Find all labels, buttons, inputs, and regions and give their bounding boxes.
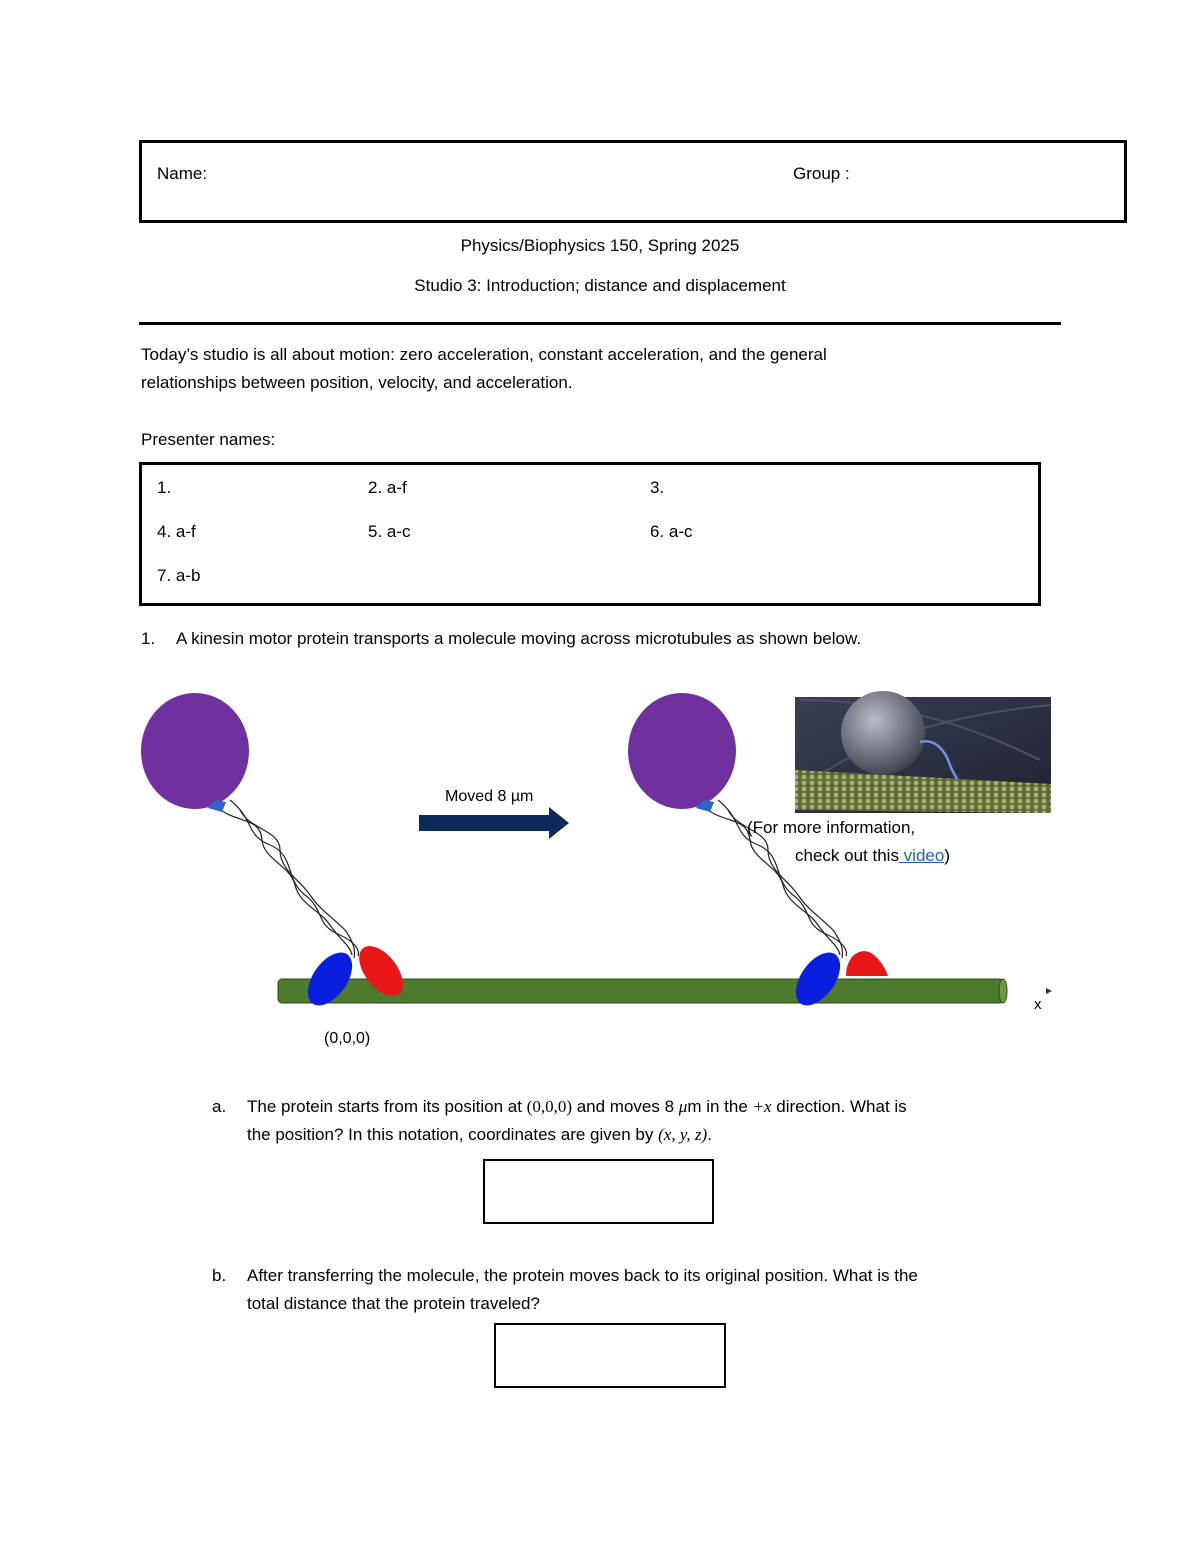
name-label: Name: [157, 164, 208, 183]
info-line-1: (For more information, [747, 818, 916, 837]
presenter-box [139, 462, 1041, 606]
part-a-answer-box[interactable] [483, 1159, 714, 1224]
microtubule-end-cap [999, 979, 1007, 1003]
part-a-text: The protein starts from its position at [247, 1097, 527, 1116]
group-label: Group : [793, 164, 850, 183]
part-a-text: the position? In this notation, coordinates are given by [247, 1125, 659, 1144]
video-link[interactable]: video [898, 846, 945, 865]
presenter-slot-5: 5. a-c [368, 522, 411, 541]
presenter-slot-2: 2. a-f [368, 478, 407, 497]
presenter-slot-3: 3. [650, 478, 665, 497]
intro-line-2: relationships between position, velocity, and acceleration. [141, 373, 573, 392]
part-b-line-2: total distance that the protein traveled? [247, 1294, 540, 1313]
xyz-notation: (x, y, z) [658, 1125, 708, 1144]
question-1-text: A kinesin motor protein transports a molecule moving across microtubules as shown below. [176, 629, 862, 648]
question-1-number: 1. [141, 629, 156, 648]
micro-symbol: μ [678, 1097, 688, 1116]
part-b-line-1: After transferring the molecule, the protein moves back to its original position. What is the [247, 1266, 918, 1285]
presenter-slot-1: 1. [157, 478, 172, 497]
presenter-slot-4: 4. a-f [157, 522, 196, 541]
direction-symbol: +x [752, 1097, 772, 1116]
presenter-label: Presenter names: [141, 430, 276, 449]
stalk-strand [240, 810, 355, 958]
course-title: Physics/Biophysics 150, Spring 2025 [460, 236, 740, 255]
origin-label: (0,0,0) [324, 1030, 371, 1047]
cargo-molecule [628, 693, 736, 809]
part-a-text: . [707, 1125, 712, 1144]
part-a-text: direction. What is [771, 1097, 907, 1116]
stalk-strand [215, 805, 352, 955]
move-arrow [419, 807, 569, 839]
thumbnail-cargo-sphere [841, 691, 925, 775]
cargo-molecule [141, 693, 249, 809]
presenter-slot-6: 6. a-c [650, 522, 693, 541]
kinesin-head-red [846, 951, 888, 976]
part-a-text: m in the [687, 1097, 753, 1116]
info-line-2 [795, 846, 950, 866]
name-group-box [139, 140, 1127, 223]
info-text: check out this [795, 846, 899, 865]
title-divider [139, 322, 1061, 325]
x-axis-label: x [1034, 996, 1042, 1013]
part-a-line-2 [247, 1125, 712, 1145]
intro-line-1: Today’s studio is all about motion: zero acceleration, constant acceleration, and the general [141, 345, 827, 364]
arrow-label: Moved 8 µm [445, 788, 534, 805]
part-a-text: and moves 8 [572, 1097, 679, 1116]
start-coordinate: (0,0,0) [526, 1097, 572, 1116]
part-b-letter: b. [212, 1266, 227, 1285]
kinesin-figure [0, 680, 1200, 1060]
part-b-answer-box[interactable] [494, 1323, 726, 1388]
info-close-paren: ) [944, 846, 950, 865]
kinesin-start [141, 693, 411, 1013]
part-a-line-1 [247, 1097, 907, 1117]
studio-title: Studio 3: Introduction; distance and displacement [414, 276, 786, 295]
x-axis-arrow-icon [1046, 988, 1052, 994]
video-thumbnail [795, 691, 1051, 813]
part-a-letter: a. [212, 1097, 227, 1116]
presenter-slot-7: 7. a-b [157, 566, 201, 585]
